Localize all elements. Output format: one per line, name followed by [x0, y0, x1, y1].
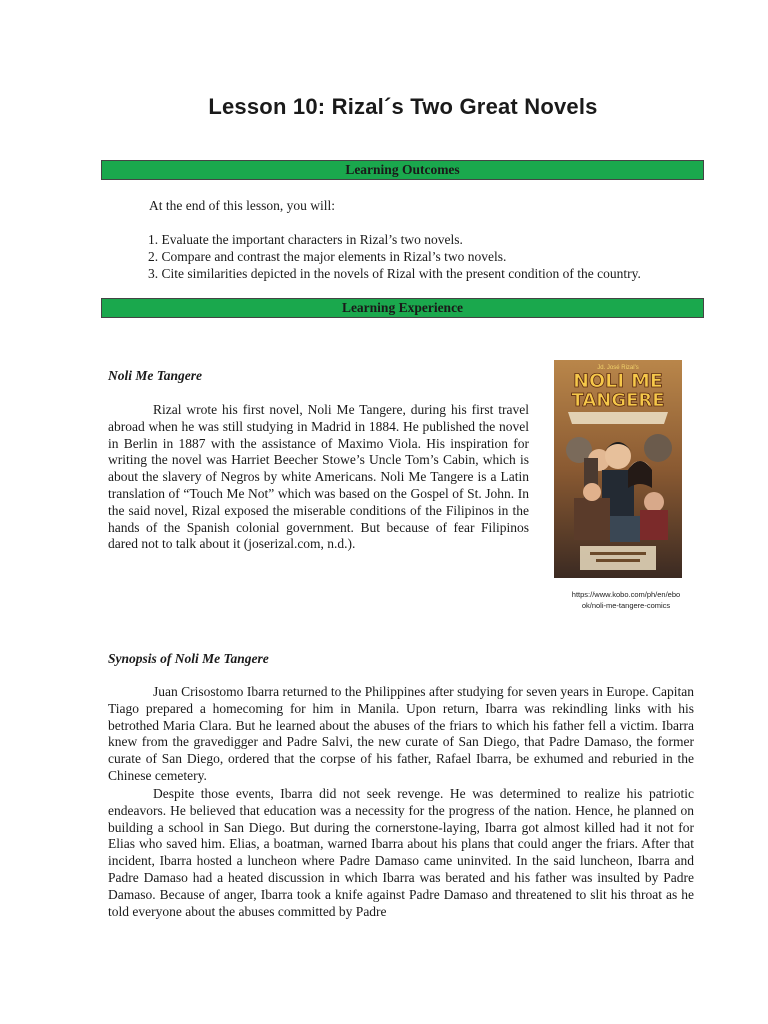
- outcome-item: 3. Cite similarities depicted in the novels of Rizal with the present condition of the country.: [148, 266, 641, 281]
- page-title: Lesson 10: Rizal´s Two Great Novels: [208, 94, 598, 119]
- learning-experience-header: Learning Experience: [101, 298, 704, 318]
- synopsis-paragraph-2: Despite those events, Ibarra did not seek revenge. He was determined to realize his patriotic endeavors. He believed that education was a necessity for the progress of the nation. Hence, he planned on building a school in San Diego. But during the cornerstone-laying, Ibarra got almost killed had it not for Elias who saved him. Elias, a boatman, warned Ibarra about his plans that could anger the friars. After that incident, Ibarra hosted a luncheon where Padre Damaso came uninvited. In the said luncheon, Ibarra and Padre Damaso had a heated discussion in which Ibarra was berated and his father was insulted by Padre Damaso. Because of anger, Ibarra took a knife against Padre Damaso and threatened to slit his throat as he told everyone about the abuses committed by Padre: [108, 786, 694, 919]
- outcomes-list: [148, 231, 641, 282]
- outcome-item: 2. Compare and contrast the major elements in Rizal’s two novels.: [148, 249, 507, 264]
- image-caption: [560, 589, 692, 611]
- cover-title-line1: NOLI ME: [573, 370, 663, 392]
- noli-paragraph: Rizal wrote his first novel, Noli Me Tangere, during his first travel abroad when he was still studying in Madrid in 1884. He published the novel in Berlin in 1887 with the assistance of Maximo Viola. His inspiration for writing the novel was Harriet Beecher Stowe’s Uncle Tom’s Cabin, which is about the slavery of Negros by white Americans. Noli Me Tangere is a Latin translation of “Touch Me Not” which was based on the Gospel of St. John. In the said novel, Rizal exposed the miserable conditions of the Filipinos in the hands of the Spanish colonial government. But because of fear Filipinos dared not to talk about it (joserizal.com, n.d.).: [108, 402, 529, 552]
- cover-top-text: Jd. José Rizal's: [597, 365, 639, 371]
- caption-line: https://www.kobo.com/ph/en/ebo: [571, 590, 681, 599]
- outcome-item: 1. Evaluate the important characters in Rizal’s two novels.: [148, 232, 463, 247]
- caption-line: ok/noli-me-tangere-comics: [581, 601, 671, 610]
- noli-heading: Noli Me Tangere: [108, 368, 202, 383]
- learning-outcomes-header: Learning Outcomes: [101, 160, 704, 180]
- synopsis-paragraph-1: Juan Crisostomo Ibarra returned to the Philippines after studying for seven years in Europe. Capitan Tiago prepared a homecoming for him in Manila. Upon return, Ibarra was rekindling links with his betrothed Maria Clara. But he learned about the abuses of the friars to which his father fell a victim. Ibarra knew from the gravedigger and Padre Salvi, the new curate of San Diego, that Padre Damaso, the former curate of San Diego, ordered that the corpse of his father, Rafael Ibarra, be exhumed and reburied in the Chinese cemetery.: [108, 684, 694, 783]
- book-cover-image: [554, 360, 682, 578]
- outcomes-intro: At the end of this lesson, you will:: [149, 198, 335, 213]
- cover-title-line2: TANGERE: [571, 390, 665, 411]
- synopsis-heading: Synopsis of Noli Me Tangere: [108, 651, 269, 666]
